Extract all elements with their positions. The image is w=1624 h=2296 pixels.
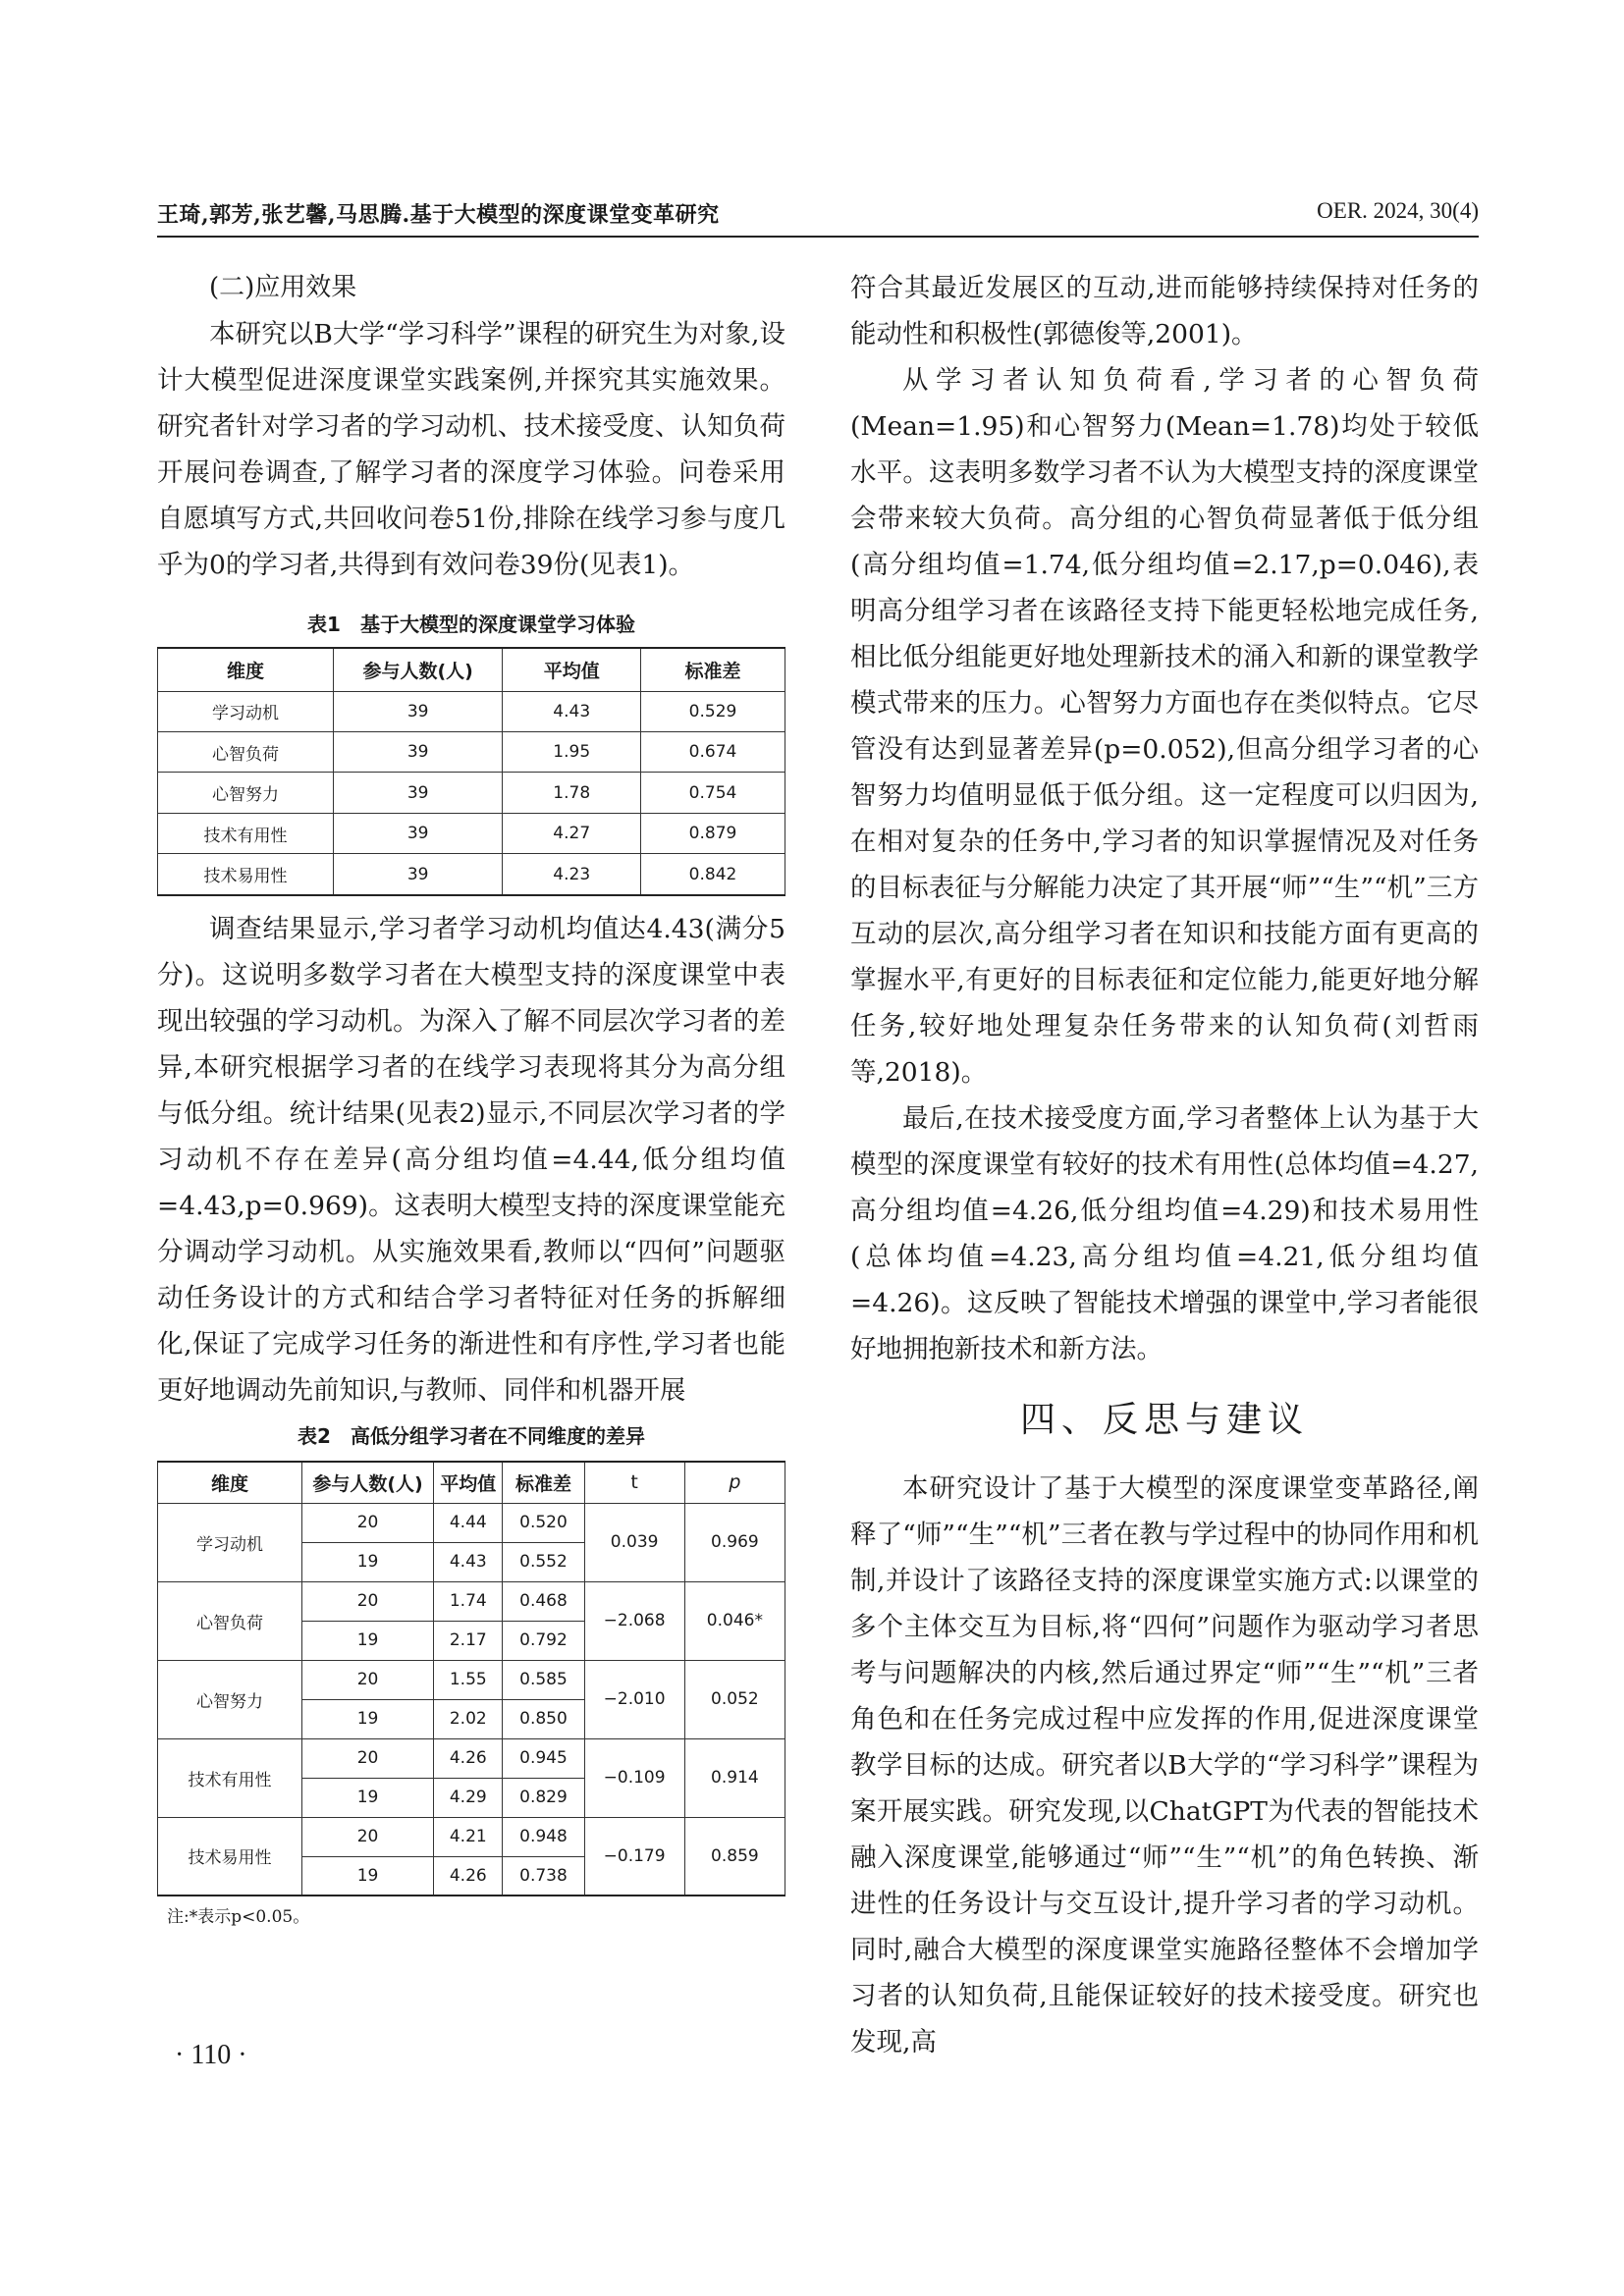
paragraph: 本研究以B大学“学习科学”课程的研究生为对象,设计大模型促进深度课堂实践案例,并探究其实施效果。研究者针对学习者的学习动机、技术接受度、认知负荷开展问卷调查,了解学习者的深度学习体验。问卷采用自愿填写方式,共回收问卷51份,排除在线学习参与度几乎为0的学习者,共得到有效问卷39份(见表1)。 xyxy=(157,319,785,580)
table2-header: 平均值 xyxy=(434,1462,503,1503)
table-cell: 0.468 xyxy=(503,1581,584,1621)
table-row xyxy=(158,854,785,895)
table2-caption: 表2 高低分组学习者在不同维度的差异 xyxy=(298,1424,645,1448)
table1-header: 维度 xyxy=(158,648,334,691)
table-cell: 0.552 xyxy=(503,1542,584,1581)
table-cell: 20 xyxy=(301,1503,433,1542)
header-journal-info: OER. 2024, 30(4) xyxy=(1317,198,1479,223)
table-cell: 4.43 xyxy=(503,691,641,731)
table-row xyxy=(158,813,785,853)
table-cell: 2.17 xyxy=(434,1621,503,1660)
table2-header: p xyxy=(684,1462,785,1503)
table-cell: 0.829 xyxy=(503,1778,584,1817)
table-cell: 19 xyxy=(301,1856,433,1896)
table2 xyxy=(157,1461,785,1896)
table-cell: 1.55 xyxy=(434,1660,503,1699)
table-cell: 4.21 xyxy=(434,1817,503,1856)
table-cell: 4.43 xyxy=(434,1542,503,1581)
paragraph: 调查结果显示,学习者学习动机均值达4.43(满分5分)。这说明多数学习者在大模型支持的深度课堂中表现出较强的学习动机。为深入了解不同层次学习者的差异,本研究根据学习者的在线学习表现将其分为高分组与低分组。统计结果(见表2)显示,不同层次学习者的学习动机不存在差异(高分组均值=4.44,低分组均值=4.43,p=0.969)。这表明大模型支持的深度课堂能充分调动学习动机。从实施效果看,教师以“四何”问题驱动任务设计的方式和结合学习者特征对任务的拆解细化,保证了完成学习任务的渐进性和有序性,学习者也能更好地调动先前知识,与教师、同伴和机器开展 xyxy=(157,914,785,1406)
table-cell: 心智负荷 xyxy=(158,1581,302,1660)
table-cell: 0.969 xyxy=(684,1503,785,1581)
table-cell: 20 xyxy=(301,1738,433,1778)
subsection-heading: (二)应用效果 xyxy=(209,273,357,302)
table-cell: 4.23 xyxy=(503,854,641,895)
table-cell: 0.850 xyxy=(503,1699,584,1738)
table-cell: 技术有用性 xyxy=(158,1738,302,1817)
table-cell: 19 xyxy=(301,1778,433,1817)
table-cell: 0.529 xyxy=(641,691,785,731)
section-heading: 四、反思与建议 xyxy=(1019,1400,1309,1440)
paragraph: 最后,在技术接受度方面,学习者整体上认为基于大模型的深度课堂有较好的技术有用性(总体均值=4.27,高分组均值=4.26,低分组均值=4.29)和技术易用性(总体均值=4.23,高分组均值=4.21,低分组均值=4.26)。这反映了智能技术增强的课堂中,学习者能很好地拥抱新技术和新方法。 xyxy=(850,1103,1479,1364)
table-cell: 0.792 xyxy=(503,1621,584,1660)
table-cell: 4.26 xyxy=(434,1856,503,1896)
paragraph: 本研究设计了基于大模型的深度课堂变革路径,阐释了“师”“生”“机”三者在教与学过程中的协同作用和机制,并设计了该路径支持的深度课堂实施方式:以课堂的多个主体交互为目标,将“四何”问题作为驱动学习者思考与问题解决的内核,然后通过界定“师”“生”“机”三者角色和在任务完成过程中应发挥的作用,促进深度课堂教学目标的达成。研究者以B大学的“学习科学”课程为案开展实践。研究发现,以ChatGPT为代表的智能技术融入深度课堂,能够通过“师”“生”“机”的角色转换、渐进性的任务设计与交互设计,提升学习者的学习动机。同时,融合大模型的深度课堂实施路径整体不会增加学习者的认知负荷,且能保证较好的技术接受度。研究也发现,高 xyxy=(850,1473,1479,2057)
table-cell: −2.068 xyxy=(584,1581,684,1660)
table-cell: 0.520 xyxy=(503,1503,584,1542)
table2-header: 标准差 xyxy=(503,1462,584,1503)
table-cell: 0.052 xyxy=(684,1660,785,1738)
table-cell: 20 xyxy=(301,1817,433,1856)
table-cell: 4.29 xyxy=(434,1778,503,1817)
table-cell: 1.74 xyxy=(434,1581,503,1621)
table-cell: 39 xyxy=(333,731,503,772)
table-cell: 19 xyxy=(301,1699,433,1738)
table-cell: −0.179 xyxy=(584,1817,684,1896)
table-cell: 0.039 xyxy=(584,1503,684,1581)
table-cell: 39 xyxy=(333,691,503,731)
table-cell: 19 xyxy=(301,1621,433,1660)
table1 xyxy=(157,647,785,896)
table-row xyxy=(158,1817,785,1856)
table-cell: 0.842 xyxy=(641,854,785,895)
table-cell: 技术易用性 xyxy=(158,854,334,895)
table-row xyxy=(158,1660,785,1699)
table-row xyxy=(158,691,785,731)
table2-header: 参与人数(人) xyxy=(301,1462,433,1503)
table-cell: 2.02 xyxy=(434,1699,503,1738)
left-column xyxy=(157,265,785,1927)
table-cell: 0.046* xyxy=(684,1581,785,1660)
table-cell: −2.010 xyxy=(584,1660,684,1738)
table1-header: 平均值 xyxy=(503,648,641,691)
table-cell: 0.945 xyxy=(503,1738,584,1778)
table-cell: 20 xyxy=(301,1581,433,1621)
table-row xyxy=(158,731,785,772)
table-cell: 0.738 xyxy=(503,1856,584,1896)
table-cell: 20 xyxy=(301,1660,433,1699)
table2-header: 维度 xyxy=(158,1462,302,1503)
right-column xyxy=(850,265,1479,2065)
table2-header: t xyxy=(584,1462,684,1503)
table-cell: 19 xyxy=(301,1542,433,1581)
table-cell: 心智努力 xyxy=(158,773,334,813)
table2-note: 注:*表示p<0.05。 xyxy=(167,1907,310,1927)
table-cell: 学习动机 xyxy=(158,1503,302,1581)
table-row xyxy=(158,773,785,813)
table1-header: 标准差 xyxy=(641,648,785,691)
table-cell: 39 xyxy=(333,773,503,813)
table-cell: 技术有用性 xyxy=(158,813,334,853)
table1-header: 参与人数(人) xyxy=(333,648,503,691)
table-cell: 技术易用性 xyxy=(158,1817,302,1896)
table-cell: 4.26 xyxy=(434,1738,503,1778)
table-cell: 0.674 xyxy=(641,731,785,772)
table-row xyxy=(158,1503,785,1542)
table-cell: 0.948 xyxy=(503,1817,584,1856)
running-header xyxy=(157,194,1479,238)
table-cell: 学习动机 xyxy=(158,691,334,731)
table-cell: 0.859 xyxy=(684,1817,785,1896)
table-cell: 1.95 xyxy=(503,731,641,772)
table1-caption: 表1 基于大模型的深度课堂学习体验 xyxy=(307,613,635,636)
table-cell: 39 xyxy=(333,813,503,853)
paragraph: 从学习者认知负荷看,学习者的心智负荷(Mean=1.95)和心智努力(Mean=1.78)均处于较低水平。这表明多数学习者不认为大模型支持的深度课堂会带来较大负荷。高分组的心智负荷显著低于低分组(高分组均值=1.74,低分组均值=2.17,p=0.046),表明高分组学习者在该路径支持下能更轻松地完成任务,相比低分组能更好地处理新技术的涌入和新的课堂教学模式带来的压力。心智努力方面也存在类似特点。它尽管没有达到显著差异(p=0.052),但高分组学习者的心智努力均值明显低于低分组。这一定程度可以归因为,在相对复杂的任务中,学习者的知识掌握情况及对任务的目标表征与分解能力决定了其开展“师”“生”“机”三方互动的层次,高分组学习者在知识和技能方面有更高的掌握水平,有更好的目标表征和定位能力,能更好地分解任务,较好地处理复杂任务带来的认知负荷(刘哲雨等,2018)。 xyxy=(850,365,1479,1088)
page-number: · 110 · xyxy=(175,2040,247,2070)
table-cell: 0.585 xyxy=(503,1660,584,1699)
table-row xyxy=(158,1581,785,1621)
table-cell: 0.879 xyxy=(641,813,785,853)
table-cell: 4.27 xyxy=(503,813,641,853)
table-cell: 心智努力 xyxy=(158,1660,302,1738)
table-cell: −0.109 xyxy=(584,1738,684,1817)
table-cell: 39 xyxy=(333,854,503,895)
table-cell: 0.914 xyxy=(684,1738,785,1817)
table-cell: 4.44 xyxy=(434,1503,503,1542)
table-cell: 1.78 xyxy=(503,773,641,813)
table-cell: 0.754 xyxy=(641,773,785,813)
table-cell: 心智负荷 xyxy=(158,731,334,772)
table-row xyxy=(158,1738,785,1778)
header-authors-title: 王琦,郭芳,张艺馨,马思腾.基于大模型的深度课堂变革研究 xyxy=(157,202,720,228)
paragraph: 符合其最近发展区的互动,进而能够持续保持对任务的能动性和积极性(郭德俊等,2001)。 xyxy=(850,273,1479,349)
